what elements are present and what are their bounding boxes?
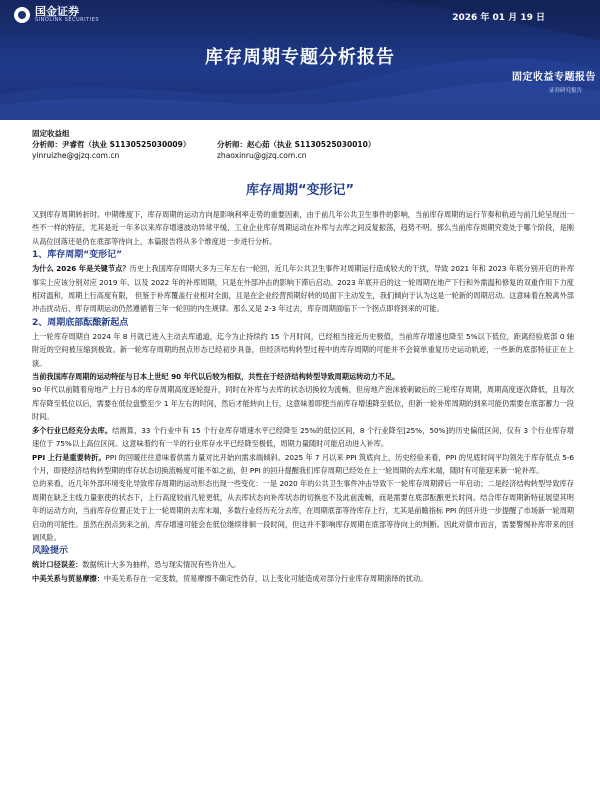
logo-en: SINOLINK SECURITIES (35, 17, 99, 23)
risk-item-1-text: 数据统计大多为抽样，恐与现实情况有些许出入。 (82, 560, 241, 570)
analyst-1-email: yinruizhe@gjzq.com.cn (32, 151, 120, 160)
report-title: 库存周期专题分析报告 (205, 47, 395, 68)
section-heading-risk: 风险提示 (32, 546, 69, 557)
risk-item-2 (32, 572, 574, 585)
paragraph-4-lead: 多个行业已经充分去库。 (32, 425, 113, 435)
analyst-row (32, 139, 402, 161)
paragraph-5-text: PPI 的回暖往往意味着供需力量对比开始向需求端倾斜。2025 年 7 月以来 PPI 筑底向上，历史经验来看，PPI 的见底时间平均领先于库存低点 5-6 个月，即使经济结构转型期的库存状态切换流畅度可能不如之前，但 PPI 的回升提醒我们库存周期已经处在上一轮周期的去库末端，随时有可能迎来新一轮补库。 (32, 452, 574, 475)
paragraph-5-lead: PPI 上行是重要转折。 (32, 452, 106, 462)
analyst-2 (217, 139, 402, 161)
risk-item-2-text: 中美关系存在一定变数，贸易摩擦不确定性仍存，以上变化可能造成对部分行业库存周期演绎的扰动。 (103, 573, 428, 583)
analyst-1 (32, 139, 217, 161)
logo-cn: 国金证券 (35, 5, 79, 18)
paragraph-4-text: 结测算，33 个行业中有 15 个行业库存增速水平已经降至 25%的低位区间，8 个行业降至[25%，50%]的历史偏低区间，仅有 3 个行业库存增速位于 75%以上高位区间。这意味着约有一半的行业库存水平已经降至极低，周期力量随时可能启动进入补库。 (32, 425, 574, 449)
paragraph-5 (32, 451, 574, 478)
paragraph-4 (32, 424, 574, 451)
report-banner (0, 0, 600, 120)
risk-item-1-lead: 统计口径误差： (32, 560, 83, 570)
analyst-1-name: 分析师：尹睿哲（执业 S1130525030009） (32, 140, 191, 149)
logo-icon (14, 7, 30, 23)
risk-item-1 (32, 558, 574, 571)
paragraph-3: 90 年代以前随着房地产上行日本的库存周期高度逐轮提升，同时在补库与去库的状态切换较为流畅，但房地产泡沫被刺破后的三轮库存周期，周期高度逐次降低，且每次库存降至低位以后，需要在低位盘整至少 1 年左右的时间，然后才能转向上行，这意味着即使当前库存增速降至低位，但新一轮补库周期的到来可能仍需要在底部蓄力一段时间。 (32, 385, 574, 422)
company-logo (14, 6, 99, 23)
report-date: 2026 年 01 月 19 日 (452, 13, 545, 23)
report-body (32, 208, 574, 585)
risk-item-2-lead: 中美关系与贸易摩擦： (32, 573, 104, 583)
paragraph-2: 上一轮库存周期自 2024 年 8 月就已进入主动去库通道，迄今为止持续约 15 个月时间，已经相当接近历史极值，当前库存增速也降至 5%以下低位，距离经验底部 0 轴附近的空间被压缩到极致。新一轮库存周期的拐点形态已经初步具备，但经济结构转型过程中的库存周期的可能并不会简单重复历史运动轨迹，一些新的底部特征正在上演。 (32, 331, 574, 368)
section-heading-2: 2、周期底部酝酿新起点 (32, 317, 129, 328)
report-type-badge: 固定收益专题报告 (512, 72, 596, 83)
paragraph-6: 总的来看，近几年外部环境变化导致库存周期的运动形态出现一些变化：一是 2020 年的公共卫生事件冲击导致下一轮库存周期滞后一年启动；二是经济结构转型导致库存周期在缺乏主线力量驱使的状态下，上行高度较前几轮更低，从去库状态向补库状态的切换也不及此前流畅，而是需要在底部酝酿更长时间。结合库存周期新特征展望其明年的运动方向，当前库存位置正处于上一轮周期的去库末端，多数行业经历充分去库，在周期底部等待库存上行，尤其是前瞻指标 PPI 的回升进一步提醒了市场新一轮周期启动的可能性。虽然在拐点到来之前，库存增速可能会在低位继续徘徊一段时间，但这并不影响库存周期在底部等待向上的判断。因此对债市而言，需要警惕补库带来的回调风险。 (32, 479, 574, 542)
analyst-group: 固定收益组 (32, 129, 70, 138)
paragraph-3-bold: 当前我国库存周期的运动特征与日本上世纪 90 年代以后较为相似，共性在于经济结构转型导致周期运转动力不足。 (32, 372, 400, 382)
analyst-2-email: zhaoxinru@gjzq.com.cn (217, 151, 307, 160)
analyst-block (32, 128, 402, 161)
document-title: 库存周期“变形记” (245, 183, 355, 198)
section-heading-1: 1、库存周期“变形记” (32, 250, 123, 261)
analyst-2-name: 分析师：赵心茹（执业 S1130525030010） (217, 140, 376, 149)
report-sub-badge: 证券研究报告 (548, 88, 582, 94)
paragraph-1 (32, 262, 574, 316)
paragraph-1-text: 历史上我国库存周期大多为三年左右一轮回，近几年公共卫生事件对周期运行造成较大的干扰，导致 2021 年和 2023 年底分别开启的补库事实上应该分别对应 2019 年、以及 2022 年的补库周期，只是在外部冲击的影响下滞后启动。2023 年底开启的这一轮周期在地产下行和外需温和修复的双重作用下力度相对温和，周期上行高度有限， 但鉴于补库覆盖行业相对全面，且是在企业经营预期好转的局面下主动发生，我们倾向于认为这是一轮新的周期启动。这意味着在脱离外部冲击扰动后，库存周期运动仍然遵循着三年一轮回的内生规律。那么又是 2-3 年过去，库存周期面临下一个拐点即将到来的可能。 (32, 264, 575, 314)
paragraph-1-lead: 为什么 2026 年是关键节点？ (32, 264, 130, 274)
intro-paragraph: 又到库存周期转折时。中期维度下，库存周期的运动方向是影响利率走势的重要因素，由于前几年公共卫生事件的影响，当前库存周期的运行节奏和轨迹与前几轮呈现出一些不一样的特征，尤其是近一年多以来库存增速波动异常平缓，工业企业库存周期运动在补库与去库之间反复振荡，趋势不明。那么当前库存周期究竟处于哪个阶段，是刚从高位回落还是仍在底部等待向上，本篇报告将从多个维度进一步进行分析。 (32, 210, 574, 246)
